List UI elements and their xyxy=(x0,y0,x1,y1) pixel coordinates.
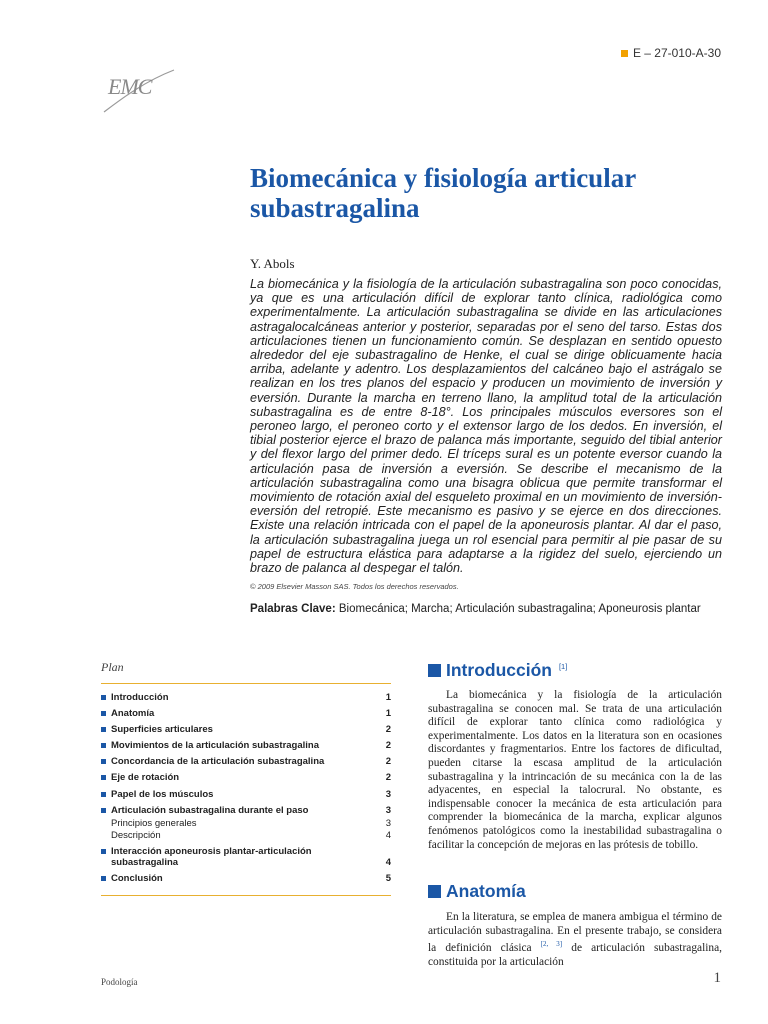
square-bullet-icon xyxy=(101,849,106,854)
toc-item-musculos[interactable]: Papel de los músculos 3 xyxy=(101,789,391,801)
square-bullet-icon xyxy=(428,664,441,677)
toc-item-movimientos[interactable]: Movimientos de la articulación subastragalina 2 xyxy=(101,740,391,752)
square-bullet-icon xyxy=(101,695,106,700)
reference-code xyxy=(621,46,721,60)
toc-item-paso[interactable]: Articulación subastragalina durante el paso 3 xyxy=(101,805,391,817)
keywords-text: Biomecánica; Marcha; Articulación subastragalina; Aponeurosis plantar xyxy=(338,603,701,615)
intro-paragraph: La biomecánica y la fisiología de la articulación subastragalina se conocen mal. Se trata de una articulación difícil de explorar tanto clínica como radiológica y experimentalmente. Los datos en la literatura son en ocasiones discordantes y fragmentarios. Entre los factores de dificultad, pueden citarse la escasa amplitud de la articulación subastragalina y la intrincación de su mecánica con la de las adyacentes, en especial la talocrural. No obstante, es indispensable conocer la mecánica de esta articulación para comprender la biomecánica de la marcha, explicar algunos fenómenos patológicos como la inestabilidad subastragalina o facilitar la concepción de mejoras en las prótesis de tobillo. xyxy=(428,689,722,851)
toc-page: 5 xyxy=(385,873,391,885)
toc-item-anatomia[interactable]: Anatomía 1 xyxy=(101,708,391,720)
toc-page: 1 xyxy=(385,692,391,703)
toc-item-introduccion[interactable]: Introducción 1 xyxy=(101,692,391,704)
square-bullet-icon xyxy=(101,711,106,716)
article-author: Y. Abols xyxy=(250,256,295,271)
section-heading-anatomia: Anatomía xyxy=(428,881,526,902)
toc-subitem-descripcion[interactable]: Descripción 4 xyxy=(111,830,391,842)
toc-page: 2 xyxy=(385,740,391,752)
plan-list xyxy=(101,684,391,896)
square-bullet-icon xyxy=(428,885,441,898)
anatomy-paragraph: En la literatura, se emplea de manera ambigua el término de articulación subastragalina. En el presente trabajo, se considera la definición clásica [2, 3] de articulación subastragalina, constituida por la articulación xyxy=(428,911,722,968)
plan-heading: Plan xyxy=(101,660,391,684)
toc-item-superficies[interactable]: Superficies articulares 2 xyxy=(101,724,391,736)
keywords-label: Palabras Clave: xyxy=(250,603,336,615)
citation-link[interactable]: [2, 3] xyxy=(540,940,563,949)
emc-logo xyxy=(98,60,178,120)
copyright-notice: © 2009 Elsevier Masson SAS. Todos los derechos reservados. xyxy=(250,582,459,591)
square-bullet-icon xyxy=(101,775,106,780)
square-bullet-icon xyxy=(101,792,106,797)
square-bullet-icon xyxy=(101,743,106,748)
square-bullet-icon xyxy=(621,50,628,57)
toc-page: 2 xyxy=(385,756,391,768)
toc-item-concordancia[interactable]: Concordancia de la articulación subastragalina 2 xyxy=(101,756,391,768)
toc-page: 2 xyxy=(385,772,391,784)
toc-page: 3 xyxy=(385,804,391,816)
toc-page: 3 xyxy=(385,817,391,829)
toc-page: 3 xyxy=(385,788,391,800)
toc-page: 1 xyxy=(385,708,391,720)
article-title: Biomecánica y fisiología articular subastragalina xyxy=(250,163,636,223)
toc-page: 4 xyxy=(385,830,391,842)
section-heading-introduccion: Introducción [1] xyxy=(428,660,567,681)
toc-page: 2 xyxy=(385,724,391,736)
toc-item-conclusion[interactable]: Conclusión 5 xyxy=(101,873,391,885)
square-bullet-icon xyxy=(101,876,106,881)
abstract: La biomecánica y la fisiología de la articulación subastragalina son poco conocidas, ya que es una articulación difícil de explorar tanto clínica, radiológica como experimentalmente. La articulación subastragalina se divide en las articulaciones astragalocalcáneas anterior y posterior, separadas por el seno del tarso. Estas dos articulaciones tienen un funcionamiento común. Se desplazan en sentido opuesto alrededor del eje subastragalino de Henke, el cual se dirige oblicuamente hacia arriba, adelante y adentro. Los desplazamientos del calcáneo bajo el astrágalo se realizan en los tres planos del espacio y producen un movimiento de inversión y eversión. Durante la marcha en terreno llano, la amplitud total de la articulación subastragalina es de entre 8-18°. Los principales músculos eversores son el peroneo largo, el peroneo corto y el extensor largo de los dedos. En inversión, el tibial posterior ejerce el brazo de palanca más importante, seguido del tibial anterior y del flexor largo del primer dedo. El tríceps sural es un potente eversor cuando la articulación pasa de inversión a eversión. Se describe el mecanismo de la articulación subastragalina como una bisagra oblicua que permite transformar el movimiento de rotación axial del esqueleto proximal en un movimiento de inversión-eversión del retropié. Este mecanismo es pasivo y se ejerce en dos direcciones. Existe una relación intricada con el papel de la aponeurosis plantar. Al dar el paso, la articulación subastragalina juega un rol esencial para permitir al pie pasar de su papel de estructura elástica para adaptarse a la rigidez del suelo, ejerciendo un brazo de palanca al despegar el talón. xyxy=(250,277,722,576)
logo-text: EMC xyxy=(108,74,152,99)
toc-page: 4 xyxy=(385,857,391,869)
table-of-contents xyxy=(101,660,391,896)
square-bullet-icon xyxy=(101,759,106,764)
toc-item-eje[interactable]: Eje de rotación 2 xyxy=(101,772,391,784)
page-number: 1 xyxy=(713,970,721,986)
square-bullet-icon xyxy=(101,808,106,813)
square-bullet-icon xyxy=(101,727,106,732)
journal-name: Podología xyxy=(101,977,138,987)
reference-code-text: E – 27-010-A-30 xyxy=(632,46,721,60)
keywords xyxy=(250,603,730,615)
toc-subitem-principios[interactable]: Principios generales 3 xyxy=(111,817,391,829)
toc-item-interaccion[interactable]: Interacción aponeurosis plantar-articulación subastragalina 4 xyxy=(101,846,391,869)
citation-link[interactable]: [1] xyxy=(558,662,568,671)
